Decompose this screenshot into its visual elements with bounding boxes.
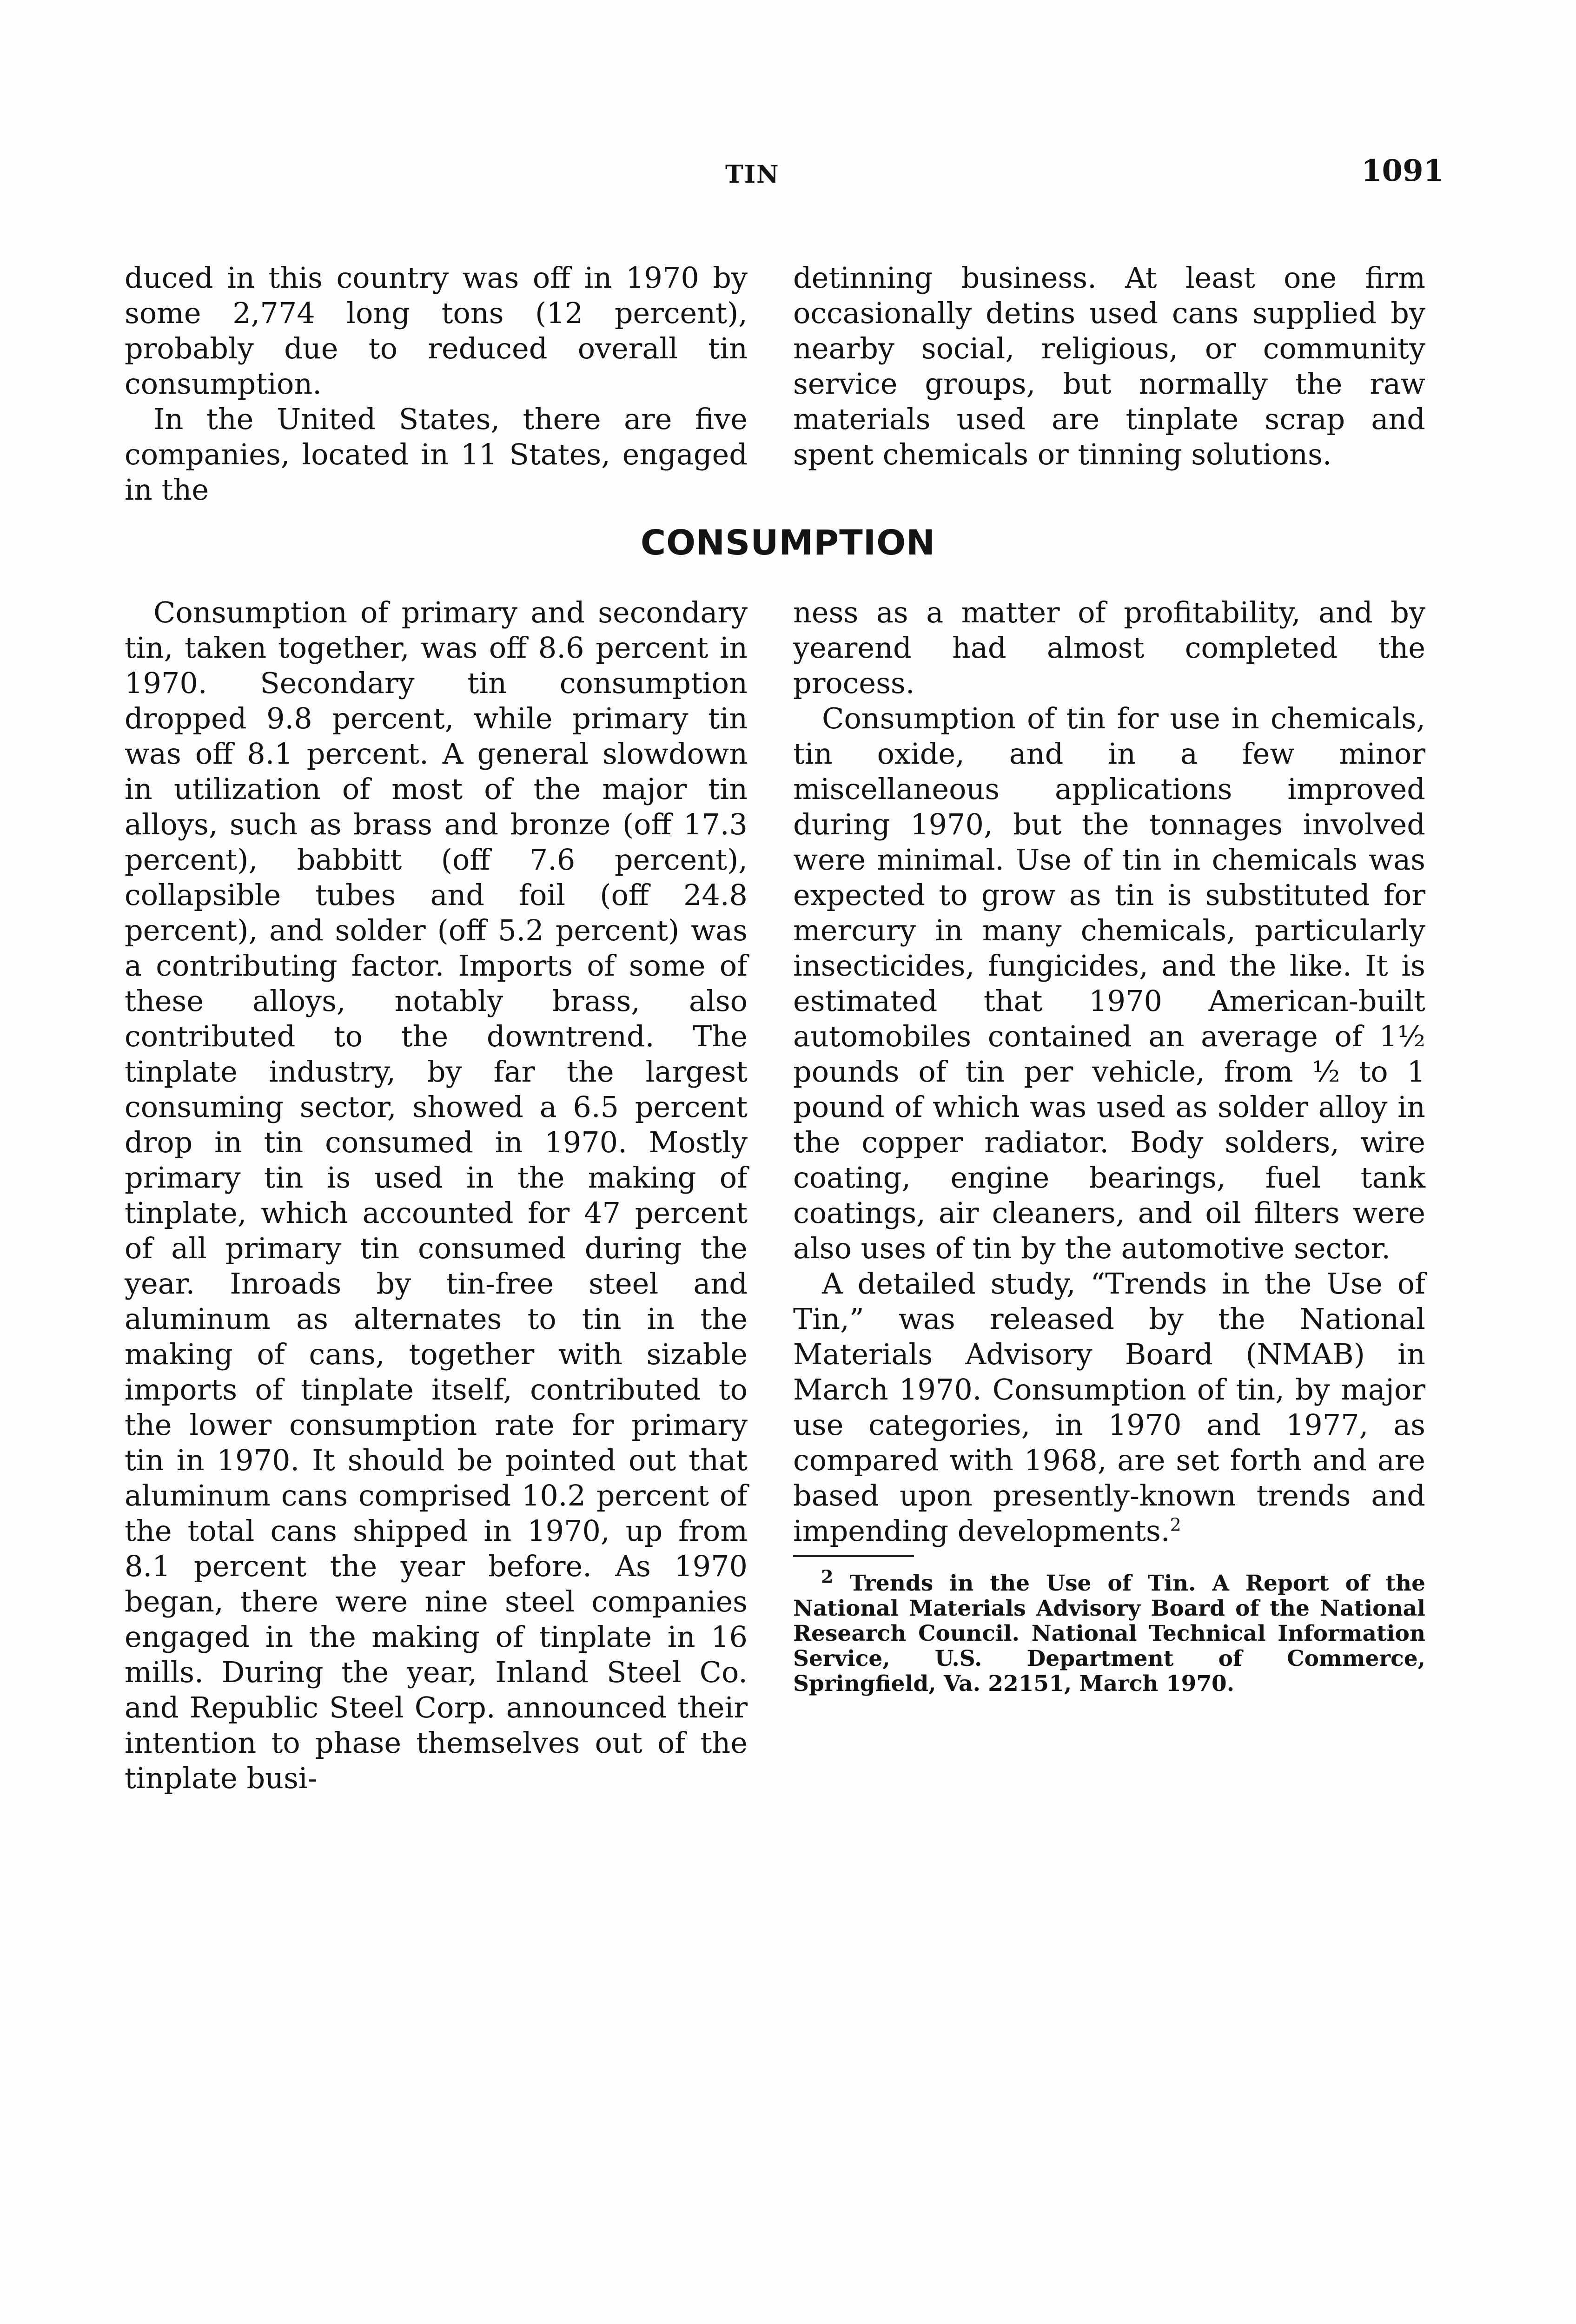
paragraph: In the United States, there are five companies, located in 11 States, engaged in the — [125, 402, 748, 507]
paragraph: ness as a matter of profitability, and by yearend had almost completed the process. — [793, 595, 1425, 700]
footnote-reference: 2 — [1170, 1514, 1181, 1535]
footnote — [793, 1566, 1425, 1697]
running-head: TIN — [725, 160, 780, 189]
intro-left-column — [125, 260, 748, 508]
page-number: 1091 — [1361, 153, 1444, 188]
section-heading: CONSUMPTION — [640, 523, 936, 563]
footnote-text: Trends in the Use of Tin. A Report of the National Materials Advisory Board of the National Research Council. National Technical Information Service, U.S. Department of Commerce, Springfield, Va. 22151, March 1970. — [793, 1571, 1425, 1697]
paragraph: duced in this country was off in 1970 by some 2,774 long tons (12 percent), probably due to reduced overall tin consumption. — [125, 261, 748, 401]
footnote-mark: 2 — [821, 1566, 834, 1587]
consumption-right-column — [793, 595, 1425, 1697]
paragraph-text: A detailed study, “Trends in the Use of Tin,” was released by the National Materials Advisory Board (NMAB) in March 1970. Consumption of tin, by major use categories, in 1970 and 1977, as compared with 1968, are set forth and are based upon presently-known trends and impending developments. — [793, 1267, 1425, 1548]
footnote-divider — [793, 1555, 914, 1557]
consumption-left-column — [125, 595, 748, 1796]
paragraph: detinning business. At least one firm occasionally detins used cans supplied by nearby social, religious, or community service groups, but normally the raw materials used are tinplate scrap and spent chemicals or tinning solutions. — [793, 261, 1425, 471]
paragraph — [793, 1266, 1425, 1549]
paragraph: Consumption of tin for use in chemicals, tin oxide, and in a few minor miscellaneous applications improved during 1970, but the tonnages involved were minimal. Use of tin in chemicals was expected to grow as tin is substituted for mercury in many chemicals, particularly insecticides, fungicides, and the like. It is estimated that 1970 American-built automobiles contained an average of 1½ pounds of tin per vehicle, from ½ to 1 pound of which was used as solder alloy in the copper radiator. Body solders, wire coating, engine bearings, fuel tank coatings, air cleaners, and oil filters were also uses of tin by the automotive sector. — [793, 701, 1425, 1265]
paragraph: Consumption of primary and secondary tin, taken together, was off 8.6 percent in 1970. Secondary tin consumption dropped 9.8 percent, while primary tin was off 8.1 percent. A general slowdown in utilization of most of the major tin alloys, such as brass and bronze (off 17.3 percent), babbitt (off 7.6 percent), collapsible tubes and foil (off 24.8 percent), and solder (off 5.2 percent) was a contributing factor. Imports of some of these alloys, notably brass, also contributed to the downtrend. The tinplate industry, by far the largest consuming sector, showed a 6.5 percent drop in tin consumed in 1970. Mostly primary tin is used in the making of tinplate, which accounted for 47 percent of all primary tin consumed during the year. Inroads by tin-free steel and aluminum as alternates to tin in the making of cans, together with sizable imports of tinplate itself, contributed to the lower consumption rate for primary tin in 1970. It should be pointed out that aluminum cans comprised 10.2 percent of the total cans shipped in 1970, up from 8.1 percent the year before. As 1970 began, there were nine steel companies engaged in the making of tinplate in 16 mills. During the year, Inland Steel Co. and Republic Steel Corp. announced their intention to phase themselves out of the tinplate busi- — [125, 595, 748, 1795]
intro-right-column — [793, 260, 1425, 472]
